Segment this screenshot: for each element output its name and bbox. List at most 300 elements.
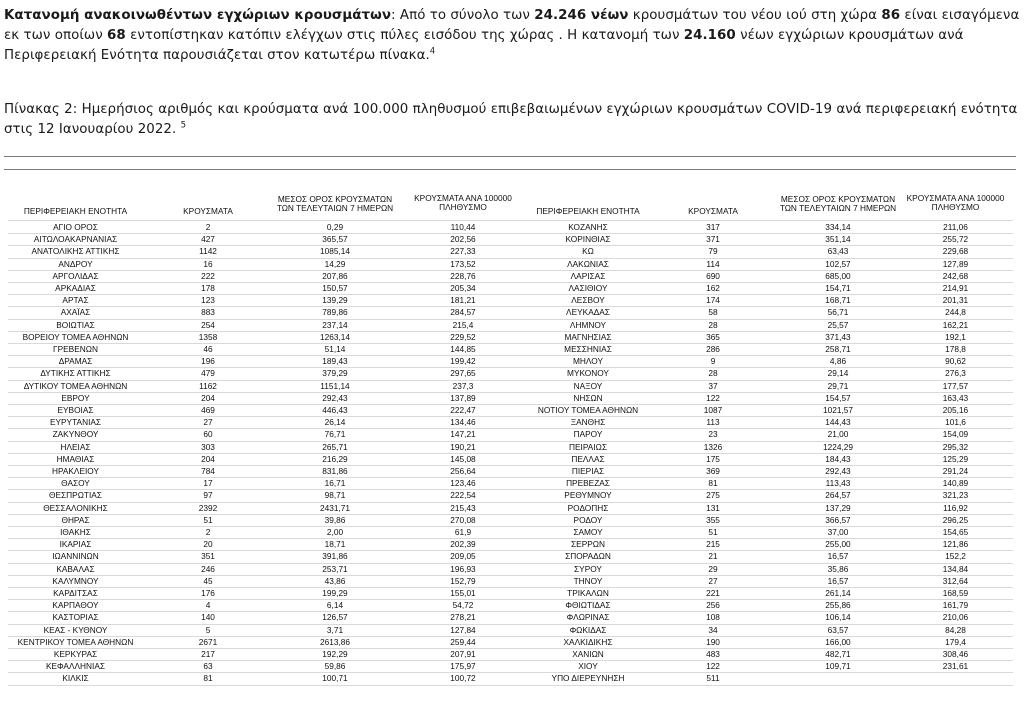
table-row [8,270,1013,282]
cell-per100k: 205,34 [450,283,476,293]
cell-per100k: 296,25 [942,514,969,525]
cell-region: ΒΟΡΕΙΟΥ ΤΟΜΕΑ ΑΘΗΝΩΝ [22,331,129,342]
cell-avg7: 100,71 [322,673,348,684]
cell-region: ΠΙΕΡΙΑΣ [571,466,605,476]
cell-avg7: 137,29 [825,502,851,513]
cell-region: ΝΑΞΟΥ [573,380,603,391]
table-row [8,404,1013,416]
cell-avg7: 2613,86 [320,636,350,647]
cell-per100k: 181,21 [450,295,476,306]
cell-region: ΚΑΡΔΙΤΣΑΣ [53,588,98,598]
cell-avg7: 391,86 [322,551,348,562]
cell-avg7: 16,57 [827,551,849,562]
cell-region: ΚΑΒΑΛΑΣ [56,563,95,574]
cell-region: ΥΠΟ ΔΙΕΡΕΥΝΗΣΗ [551,673,625,684]
cell-avg7: 154,71 [825,283,851,293]
cell-region: ΚΟΡΙΝΘΙΑΣ [565,234,611,245]
header-cases-right: ΚΡΟΥΣΜΑΤΑ [688,206,738,216]
cell-region: ΑΝΑΤΟΛΙΚΗΣ ΑΤΤΙΚΗΣ [31,246,120,257]
cell-per100k: 222,54 [450,490,476,501]
table-row [8,428,1013,440]
cell-region: ΠΕΙΡΑΙΩΣ [569,441,607,452]
cell-cases: 176 [201,588,215,598]
cell-cases: 190 [706,636,720,647]
cell-region: ΙΘΑΚΗΣ [60,527,91,537]
cell-per100k: 155,01 [450,588,476,598]
table-row [8,258,1013,270]
table-row [8,489,1013,501]
intro-text-2: κρουσμάτων του νέου ιού στη χώρα [628,8,882,23]
table-row [8,392,1013,404]
cell-cases: 246 [201,563,215,574]
cell-region: ΜΑΓΝΗΣΙΑΣ [564,331,612,342]
table-row [8,563,1013,575]
cell-region: ΛΑΡΙΣΑΣ [570,270,606,281]
cell-cases: 365 [706,331,720,342]
cell-avg7: 29,14 [827,368,849,379]
cell-avg7: 351,14 [825,234,851,245]
intro-text-4: εντοπίστηκαν κατόπιν ελέγχων στις πύλες εισόδου της χώρας . Η κατανομή των [125,28,684,43]
table-row [8,587,1013,599]
intro-total-cases: 24.246 νέων [534,8,629,23]
cell-region: ΕΒΡΟΥ [61,392,90,403]
cell-avg7: 166,00 [825,636,851,647]
cell-region: ΑΧΑΪΑΣ [60,307,91,318]
cell-avg7: 334,14 [825,222,851,232]
cell-avg7: 3,71 [326,624,344,635]
cell-cases: 51 [203,514,213,525]
cell-avg7: 76,71 [324,429,346,440]
cell-per100k: 125,29 [942,453,969,464]
cell-per100k: 199,42 [450,356,476,367]
cell-cases: 690 [706,270,720,281]
cell-per100k: 162,21 [942,319,969,330]
cell-avg7: 106,14 [825,612,851,623]
intro-border-count: 68 [107,28,126,43]
cell-cases: 28 [708,368,718,379]
cell-per100k: 211,06 [943,222,968,232]
cell-region: ΕΥΒΟΙΑΣ [57,405,94,415]
cell-avg7: 14,29 [324,258,346,269]
cell-cases: 2671 [198,636,218,647]
cell-cases: 2 [205,527,211,537]
cell-per100k: 244,8 [945,307,966,318]
cell-region: ΚΕΡΚΥΡΑΣ [53,649,98,659]
cell-cases: 204 [201,392,215,403]
cell-region: ΗΛΕΙΑΣ [60,441,91,452]
cell-avg7: 365,57 [322,234,348,245]
cell-avg7: 109,71 [825,661,851,672]
cell-cases: 178 [201,283,215,293]
cell-cases: 123 [201,295,215,306]
cell-avg7: 39,86 [324,514,346,525]
table-row [8,611,1013,623]
cell-region: ΙΩΑΝΝΙΝΩΝ [52,551,99,562]
cell-avg7: 126,57 [322,612,348,623]
cell-region: ΔΥΤΙΚΗΣ ΑΤΤΙΚΗΣ [40,368,111,379]
intro-text-1: : Από το σύνολο των [391,8,535,23]
cell-cases: 51 [708,527,718,537]
cell-cases: 371 [706,234,720,245]
cell-region: ΣΑΜΟΥ [573,527,603,537]
table-row [8,465,1013,477]
cell-per100k: 154,65 [942,527,969,537]
table-row [8,636,1013,648]
cell-region: ΚΑΣΤΟΡΙΑΣ [52,612,99,623]
cell-cases: 483 [706,649,720,659]
cell-avg7: 51,14 [324,344,346,354]
cell-avg7: 63,57 [827,624,849,635]
cell-region: ΚΕΦΑΛΛΗΝΙΑΣ [45,661,106,672]
cell-avg7: 1263,14 [320,331,350,342]
cell-region: ΚΙΛΚΙΣ [62,673,89,684]
cell-per100k: 237,3 [452,380,474,391]
cell-per100k: 179,4 [945,636,966,647]
cell-per100k: 222,47 [450,405,476,415]
intro-bold-lead: Κατανομή ανακοινωθέντων εγχώριων κρουσμάτων [4,8,391,23]
cell-region: ΚΟΖΑΝΗΣ [568,222,608,232]
cell-avg7: 37,00 [827,527,849,537]
cell-region: ΧΑΝΙΩΝ [572,649,604,659]
cell-avg7: 150,57 [322,283,348,293]
cell-per100k: 190,21 [450,441,476,452]
cell-avg7: 168,71 [825,295,851,306]
cell-per100k: 90,62 [945,356,966,367]
cell-per100k: 192,1 [945,331,966,342]
cell-avg7: 2,00 [326,527,344,537]
cell-cases: 175 [706,453,720,464]
cell-region: ΡΟΔΟΥ [573,514,603,525]
cell-cases: 37 [708,380,718,391]
cell-cases: 27 [203,417,213,428]
cell-per100k: 228,76 [450,270,476,281]
table-row [8,294,1013,306]
cell-cases: 286 [706,344,720,354]
cell-avg7: 379,29 [322,368,348,379]
cell-per100k: 134,46 [450,417,476,428]
cell-avg7: 371,43 [825,331,851,342]
cell-cases: 131 [706,502,720,513]
cell-per100k: 229,68 [942,246,969,257]
cell-per100k: 205,16 [942,405,969,415]
cell-per100k: 278,21 [450,612,476,623]
cell-per100k: 154,09 [942,429,969,440]
cell-avg7: 26,14 [324,417,346,428]
cell-cases: 303 [201,441,215,452]
cell-cases: 275 [706,490,720,501]
cell-cases: 217 [201,649,215,659]
cell-region: ΚΑΛΥΜΝΟΥ [52,575,99,586]
intro-text-3: είναι εισαγόμενα εκ των οποίων [4,8,1020,43]
cell-per100k: 196,93 [450,563,476,574]
cell-per100k: 175,97 [450,661,476,672]
cell-avg7: 192,29 [322,649,348,659]
divider-line [4,156,1016,157]
cell-avg7: 366,57 [825,514,851,525]
cell-per100k: 163,43 [942,392,969,403]
cell-cases: 215 [706,539,720,550]
cell-cases: 351 [201,551,215,562]
cell-per100k: 291,24 [942,466,969,476]
cell-region: ΗΜΑΘΙΑΣ [56,453,95,464]
cell-region: ΚΕΝΤΡΙΚΟΥ ΤΟΜΕΑ ΑΘΗΝΩΝ [17,636,134,647]
cell-per100k: 227,33 [450,246,476,257]
table-row [8,233,1013,245]
cell-per100k: 242,68 [942,270,969,281]
cell-avg7: 264,57 [825,490,851,501]
header-region-left: ΠΕΡΙΦΕΡΕΙΑΚΗ ΕΝΟΤΗΤΑ [23,206,128,216]
cell-per100k: 255,72 [942,234,969,245]
table-row [8,245,1013,257]
cell-avg7: 265,71 [322,441,348,452]
cell-cases: 204 [201,453,215,464]
cell-avg7: 21,00 [827,429,849,440]
table-row [8,550,1013,562]
cell-region: ΤΡΙΚΑΛΩΝ [567,588,609,598]
cell-avg7: 482,71 [825,649,851,659]
table-row [8,526,1013,538]
cell-avg7: 113,43 [825,478,851,489]
cell-per100k: 201,31 [942,295,969,306]
cell-avg7: 4,86 [829,356,847,367]
cell-region: ΛΑΚΩΝΙΑΣ [567,258,609,269]
cell-cases: 1087 [703,405,723,415]
cell-cases: 28 [708,319,718,330]
cell-cases: 17 [203,478,213,489]
cell-per100k: 207,91 [450,649,476,659]
cell-per100k: 259,44 [450,636,476,647]
cell-per100k: 284,57 [450,307,476,318]
cell-region: ΓΡΕΒΕΝΩΝ [53,344,98,354]
cell-region: ΦΛΩΡΙΝΑΣ [566,612,610,623]
table-row [8,416,1013,428]
cell-avg7: 258,71 [825,344,851,354]
cell-avg7: 18,71 [324,539,346,550]
cell-avg7: 139,29 [322,295,348,306]
cell-region: ΞΑΝΘΗΣ [570,417,606,428]
cell-avg7: 0,29 [326,222,344,232]
cell-region: ΠΑΡΟΥ [573,429,603,440]
cell-avg7: 25,57 [827,319,849,330]
table-row [8,355,1013,367]
cell-region: ΜΕΣΣΗΝΙΑΣ [564,344,612,354]
cell-avg7: 189,43 [322,356,348,367]
cell-cases: 427 [201,234,215,245]
cell-per100k: 256,64 [450,466,476,476]
cell-region: ΡΕΘΥΜΝΟΥ [564,490,612,501]
cell-per100k: 144,85 [450,344,476,354]
cell-avg7: 16,57 [827,575,849,586]
cell-per100k: 270,08 [450,514,476,525]
cell-cases: 2392 [198,502,218,513]
cell-cases: 122 [706,661,720,672]
cell-per100k: 321,23 [942,490,969,501]
cell-cases: 479 [201,368,215,379]
cell-cases: 81 [203,673,213,684]
cell-cases: 140 [201,612,215,623]
cell-avg7: 199,29 [322,588,348,598]
table-row [8,575,1013,587]
cell-cases: 2 [205,222,211,232]
cell-region: ΝΗΣΩΝ [573,392,603,403]
cell-cases: 4 [205,600,211,611]
table-row [8,502,1013,514]
cell-per100k: 177,57 [942,380,969,391]
cell-region: ΖΑΚΥΝΘΟΥ [52,429,99,440]
cell-avg7: 207,86 [322,270,348,281]
table-row [8,380,1013,392]
intro-imported-count: 86 [881,8,901,23]
cell-region: ΔΥΤΙΚΟΥ ΤΟΜΕΑ ΑΘΗΝΩΝ [23,380,128,391]
cell-region: ΑΓΙΟ ΟΡΟΣ [53,222,98,232]
table-row [8,514,1013,526]
table-caption-text: Πίνακας 2: Ημερήσιος αριθμός και κρούσματα ανά 100.000 πληθυσμού επιβεβαιωμένων εγχώριων κρουσμάτων COVID-19 ανά περιφερειακή ενότητα στις 12 Ιανουαρίου 2022. [4,102,1018,137]
cell-region: ΗΡΑΚΛΕΙΟΥ [51,466,100,476]
cell-region: ΕΥΡΥΤΑΝΙΑΣ [49,417,102,428]
cell-region: ΚΑΡΠΑΘΟΥ [52,600,99,611]
cell-per100k: 168,59 [942,588,969,598]
cell-cases: 196 [201,356,215,367]
cell-avg7: 253,71 [322,563,348,574]
table-row [8,477,1013,489]
cell-cases: 21 [708,551,718,562]
cell-per100k: 297,65 [450,368,476,379]
cell-cases: 254 [201,319,215,330]
cell-avg7: 292,43 [322,392,348,403]
cell-per100k: 229,52 [450,331,476,342]
cell-cases: 162 [706,283,720,293]
cell-cases: 222 [201,270,215,281]
cell-per100k: 123,46 [450,478,476,489]
cell-region: ΑΙΤΩΛΟΑΚΑΡΝΑΝΙΑΣ [33,234,118,245]
cell-region: ΒΟΙΩΤΙΑΣ [56,319,95,330]
cell-avg7: 1021,57 [823,405,853,415]
table-row [8,660,1013,672]
table-row [8,319,1013,331]
cell-avg7: 63,43 [827,246,849,257]
cell-avg7: 102,57 [825,258,851,269]
cell-region: ΛΕΣΒΟΥ [571,295,605,306]
cell-region: ΤΗΝΟΥ [573,575,603,586]
cell-region: ΝΟΤΙΟΥ ΤΟΜΕΑ ΑΘΗΝΩΝ [537,405,639,415]
cell-region: ΙΚΑΡΙΑΣ [59,539,92,550]
cell-cases: 5 [205,624,211,635]
table-row [8,624,1013,636]
header-avg7-right: ΜΕΣΟΣ ΟΡΟΣ ΚΡΟΥΣΜΑΤΩΝ ΤΩΝ ΤΕΛΕΥΤΑΙΩΝ 7 ΗΜΕΡΩΝ [779,194,897,213]
cell-region: ΠΕΛΛΑΣ [571,453,605,464]
cell-cases: 45 [203,575,213,586]
cell-region: ΑΡΤΑΣ [62,295,89,306]
cell-region: ΑΝΔΡΟΥ [58,258,93,269]
table-row [8,441,1013,453]
cell-cases: 114 [706,258,720,269]
cell-per100k: 116,92 [943,502,968,513]
cell-region: ΦΘΙΩΤΙΔΑΣ [565,600,611,611]
cell-per100k: 152,2 [945,551,966,562]
cell-region: ΔΡΑΜΑΣ [58,356,93,367]
cell-cases: 60 [203,429,213,440]
cell-per100k: 137,89 [450,392,476,403]
cell-avg7: 1224,29 [823,441,853,452]
cell-cases: 58 [708,307,718,318]
cell-cases: 317 [706,222,720,232]
cell-avg7: 789,86 [322,307,348,318]
cell-cases: 23 [708,429,718,440]
header-per100k-left: ΚΡΟΥΣΜΑΤΑ ΑΝΑ 100000 ΠΛΗΘΥΣΜΟ [414,193,512,212]
cell-per100k: 147,21 [450,429,476,440]
cell-cases: 1142 [199,246,217,257]
cell-per100k: 84,28 [945,624,966,635]
cell-region: ΚΕΑΣ - ΚΥΘΝΟΥ [43,624,108,635]
cell-avg7: 144,43 [825,417,851,428]
cell-cases: 63 [203,661,213,672]
cell-per100k: 210,06 [942,612,969,623]
cell-cases: 355 [706,514,720,525]
cell-per100k: 121,86 [942,539,969,550]
cell-avg7: 16,71 [324,478,346,489]
table-row [8,648,1013,660]
cell-cases: 29 [708,563,718,574]
cell-avg7: 446,43 [322,405,348,415]
cell-per100k: 276,3 [945,368,966,379]
cell-avg7: 1151,14 [320,380,350,391]
cell-region: ΛΑΣΙΘΙΟΥ [568,283,608,293]
cell-region: ΛΕΥΚΑΔΑΣ [566,307,610,318]
cell-avg7: 216,29 [322,453,348,464]
cell-per100k: 161,79 [942,600,969,611]
header-avg7-left: ΜΕΣΟΣ ΟΡΟΣ ΚΡΟΥΣΜΑΤΩΝ ΤΩΝ ΤΕΛΕΥΤΑΙΩΝ 7 ΗΜΕΡΩΝ [276,194,394,213]
cell-per100k: 110,44 [450,222,476,232]
cell-region: ΛΗΜΝΟΥ [569,319,607,330]
cell-cases: 174 [706,295,720,306]
cell-avg7: 184,43 [825,453,851,464]
table-row [8,599,1013,611]
cell-per100k: 295,32 [942,441,969,452]
cell-cases: 369 [706,466,720,476]
cell-avg7: 59,86 [324,661,346,672]
cell-cases: 1358 [198,331,218,342]
cell-cases: 34 [708,624,718,635]
cell-region: ΧΙΟΥ [578,661,598,672]
cell-avg7: 35,86 [827,563,849,574]
table-row [8,306,1013,318]
cell-avg7: 56,71 [827,307,849,318]
cell-per100k: 54,72 [452,600,474,611]
row-separator [8,685,1013,686]
cell-region: ΘΕΣΠΡΩΤΙΑΣ [49,490,102,501]
cell-per100k: 100,72 [450,673,476,684]
cell-per100k: 214,91 [942,283,969,293]
header-region-right: ΠΕΡΙΦΕΡΕΙΑΚΗ ΕΝΟΤΗΤΑ [536,206,640,216]
cell-region: ΣΠΟΡΑΔΩΝ [565,551,611,562]
table-row [8,331,1013,343]
cell-cases: 784 [201,466,215,476]
intro-footnote-ref: 4 [429,46,436,57]
cell-cases: 81 [708,478,718,489]
cell-per100k: 61,9 [454,527,472,537]
header-cases-left: ΚΡΟΥΣΜΑΤΑ [183,206,233,216]
cell-per100k: 173,52 [450,258,476,269]
table-row [8,453,1013,465]
cell-cases: 79 [708,246,718,257]
cell-region: ΘΕΣΣΑΛΟΝΙΚΗΣ [43,502,108,513]
cell-avg7: 237,14 [322,319,348,330]
table-caption [4,100,1020,140]
intro-text-5: νέων εγχώριων κρουσμάτων ανά Περιφερειακή Ενότητα παρουσιάζεται στον κατωτέρω πίνακα. [4,28,964,63]
cell-per100k: 152,79 [450,575,476,586]
cell-cases: 256 [706,600,720,611]
cell-per100k: 101,6 [945,417,966,428]
